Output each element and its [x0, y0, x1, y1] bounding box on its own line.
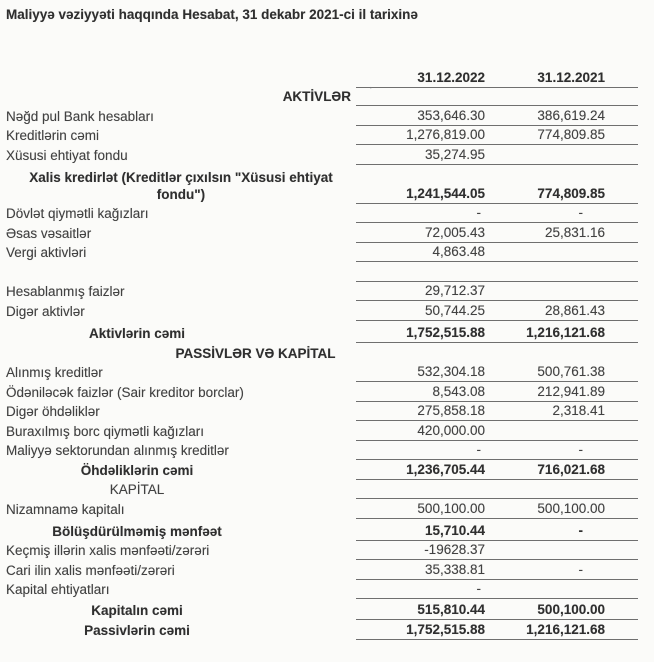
table-row	[0, 519, 654, 541]
value-2022: 515,810.44	[417, 602, 485, 617]
value-2021: 1,216,121.68	[526, 622, 605, 637]
value-2022: 420,000.00	[417, 422, 485, 438]
value-2021	[497, 439, 638, 440]
value-2021: 500,761.38	[537, 364, 605, 379]
table-row	[0, 106, 654, 126]
table-row	[0, 441, 654, 461]
row-values	[356, 165, 638, 204]
row-values	[356, 382, 638, 402]
value-2022: 1,752,515.88	[406, 324, 485, 340]
row-values	[505, 343, 654, 363]
value-2022: 15,710.44	[424, 522, 485, 538]
value-2022: 35,274.95	[424, 146, 485, 162]
row-label: Xalis kredirlət (Kreditlər çıxılsın "Xüsusi ehtiyat fondu")	[29, 169, 333, 202]
table-row	[0, 88, 654, 106]
row-values	[356, 301, 638, 321]
row-values	[356, 282, 638, 302]
value-2021	[497, 104, 638, 105]
value-2021: 500,100.00	[537, 500, 605, 516]
table-row	[0, 421, 654, 441]
value-2022: 353,646.30	[417, 107, 485, 123]
table-row-total-liabilities	[0, 460, 654, 480]
table-row	[0, 145, 654, 165]
column-header-2022: ʾ 31.12.2022	[417, 70, 485, 85]
value-2022: 500,100.00	[417, 500, 485, 516]
value-2021	[497, 163, 638, 164]
value-2022	[356, 104, 497, 105]
row-label: Passivlərin cəmi	[84, 623, 190, 638]
row-label: Vergi aktivləri	[6, 245, 87, 260]
row-values	[356, 599, 638, 620]
value-2021	[497, 497, 638, 498]
row-label: Cari ilin xalis mənfəəti/zərəri	[6, 562, 175, 578]
row-label: Buraxılmış borc qiymətli kağızları	[6, 423, 205, 439]
row-values	[356, 126, 638, 146]
table-row	[0, 560, 654, 580]
row-label: Bölüşdürülməmiş mənfəət	[52, 523, 222, 539]
section-label-assets: AKTİVLƏR	[282, 89, 351, 104]
row-values	[356, 499, 638, 519]
table-row	[0, 499, 654, 519]
row-label: Kapital ehtiyatları	[6, 582, 110, 597]
row-values	[356, 580, 638, 600]
value-2022: -	[476, 205, 481, 220]
table-row	[0, 402, 654, 422]
value-2021: -	[578, 205, 583, 220]
section-label-capital: KAPİTAL	[109, 482, 165, 497]
value-2022: -	[476, 581, 481, 596]
value-2022: 532,304.18	[417, 364, 485, 379]
section-label-liabilities-equity: PASSİVLƏR VƏ KAPİTAL	[175, 345, 336, 361]
row-label: Nizamnamə kapitalı	[6, 501, 125, 517]
table-row	[0, 343, 654, 363]
row-values	[356, 480, 638, 500]
row-values	[356, 64, 638, 88]
table-row	[0, 204, 654, 224]
table-row	[0, 282, 654, 302]
row-label: Maliyyə sektorundan alınmış kreditlər	[6, 443, 229, 458]
value-2022: 8,543.08	[432, 383, 485, 399]
row-label: Ödəniləcək faizlər (Sair kreditor borclar)	[6, 384, 244, 400]
row-values	[356, 88, 638, 106]
value-2022: 1,236,705.44	[406, 461, 485, 477]
row-values	[356, 620, 638, 640]
value-2021: 774,809.85	[537, 185, 605, 201]
table-row	[0, 363, 654, 383]
table-row-total-capital	[0, 599, 654, 620]
row-label: Xüsusi ehtiyat fondu	[6, 147, 128, 163]
value-2022: 50,744.25	[424, 302, 485, 318]
value-2021: 386,619.24	[537, 107, 605, 123]
table-row-total-assets	[0, 321, 654, 343]
value-2022	[356, 497, 497, 498]
value-2021: 2,318.41	[552, 403, 605, 418]
row-values	[356, 402, 638, 422]
value-2022	[356, 280, 497, 281]
value-2021: 212,941.89	[537, 383, 605, 399]
value-2021: 28,861.43	[544, 302, 605, 318]
value-2022: 1,276,819.00	[406, 127, 485, 142]
row-label: Kapitalın cəmi	[91, 603, 183, 618]
row-values	[356, 560, 638, 580]
row-label: Digər aktivlər	[6, 303, 85, 319]
financial-table	[0, 64, 654, 640]
table-row-empty	[0, 262, 654, 282]
value-2021	[497, 558, 638, 559]
value-2021: -	[578, 442, 583, 457]
row-label: Nəğd pul Bank hesabları	[6, 108, 154, 124]
row-values	[356, 262, 638, 282]
table-row	[0, 301, 654, 321]
table-row	[0, 243, 654, 263]
value-2021	[497, 597, 638, 598]
value-2022: 1,241,544.05	[406, 185, 485, 201]
table-row	[0, 480, 654, 500]
value-2021: 25,831.16	[544, 224, 605, 240]
value-2022: 29,712.37	[424, 283, 485, 298]
value-2021: -	[578, 522, 583, 538]
row-label: Öhdəliklərin cəmi	[80, 462, 194, 478]
value-2022: 1,752,515.88	[406, 622, 485, 637]
value-2021: 774,809.85	[537, 127, 605, 142]
row-values	[356, 321, 638, 343]
row-label: Keçmiş illərin xalis mənfəəti/zərəri	[6, 543, 210, 558]
value-2021: -	[578, 561, 583, 577]
table-row	[0, 165, 654, 204]
row-values	[356, 223, 638, 243]
value-2021: 500,100.00	[537, 602, 605, 617]
column-header-2021: 31.12.2021	[537, 70, 605, 85]
row-label: Aktivlərin cəmi	[88, 325, 186, 341]
value-2022: -	[476, 442, 481, 457]
table-row	[0, 382, 654, 402]
row-label: Digər öhdəliklər	[6, 404, 100, 419]
value-2021: 1,216,121.68	[526, 324, 605, 340]
row-values	[356, 441, 638, 461]
row-values	[356, 106, 638, 126]
row-label: Alınmış kreditlər	[6, 365, 103, 380]
column-headers-row	[0, 64, 654, 88]
report-title: Maliyyə vəziyyəti haqqında Hesabat, 31 dekabr 2021-ci il tarixinə	[6, 7, 418, 22]
row-label: Dövlət qiymətli kağızları	[6, 206, 149, 221]
value-2021	[497, 280, 638, 281]
table-row	[0, 580, 654, 600]
value-2022: 275,858.18	[417, 403, 485, 418]
value-2022: 72,005.43	[424, 224, 485, 240]
row-label	[0, 281, 356, 282]
row-values	[356, 363, 638, 383]
table-row	[0, 126, 654, 146]
row-values	[356, 541, 638, 561]
value-2021	[497, 260, 638, 261]
row-values	[356, 519, 638, 541]
row-label: Kreditlərin cəmi	[6, 128, 100, 143]
row-values	[356, 204, 638, 224]
row-values	[356, 421, 638, 441]
value-2022: 4,863.48	[432, 244, 485, 259]
value-2021: 716,021.68	[537, 461, 605, 477]
row-values	[356, 145, 638, 165]
value-2022: -19628.37	[424, 542, 485, 557]
value-2021	[497, 299, 638, 300]
row-values	[356, 460, 638, 480]
table-row-total-liabilities-equity	[0, 620, 654, 640]
row-label: Əsas vəsaitlər	[6, 225, 92, 241]
row-label: Hesablanmış faizlər	[6, 284, 125, 299]
value-2022: 35,338.81	[424, 561, 485, 577]
row-values	[356, 243, 638, 263]
table-row	[0, 223, 654, 243]
table-row	[0, 541, 654, 561]
